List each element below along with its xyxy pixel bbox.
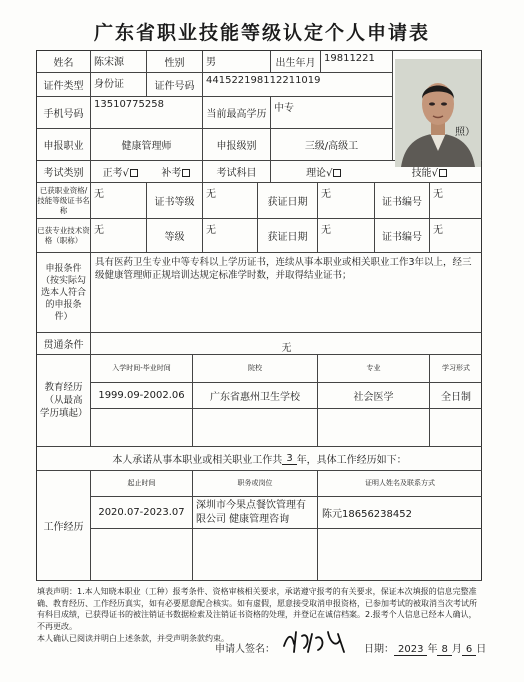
edu-time: 1999.09-2002.06 xyxy=(91,383,193,409)
label-exam-category: 考试类别 xyxy=(37,161,91,183)
sign-year: 2023 xyxy=(394,644,427,656)
edu-col-mode: 学习形式 xyxy=(430,355,482,383)
edu-row-empty xyxy=(430,409,482,447)
exam-category-options xyxy=(91,161,203,183)
applicant-photo xyxy=(395,59,481,167)
checkbox-skill-icon[interactable] xyxy=(439,169,447,177)
value-level: 三级/高级工 xyxy=(271,129,393,161)
checkbox-theory-icon[interactable] xyxy=(333,169,341,177)
work-col-witness: 证明人姓名及联系方式 xyxy=(318,471,482,497)
label-award-date2: 获证日期 xyxy=(258,219,318,253)
value-name: 陈宋源 xyxy=(91,51,147,73)
value-level2: 无 xyxy=(203,219,258,253)
exam-subject-options xyxy=(271,161,482,183)
label-education-history: 教育经历（从最高学历填起） xyxy=(37,355,91,447)
label-through-conditions: 贯通条件 xyxy=(37,333,91,355)
edu-row-empty xyxy=(91,409,193,447)
value-gender: 男 xyxy=(203,51,271,73)
declaration-text xyxy=(37,586,479,645)
label-cert-level: 证书等级 xyxy=(147,183,203,219)
value-id-number: 441522198112211019 xyxy=(203,73,393,97)
value-award-date: 无 xyxy=(318,183,375,219)
label-held-title: 已获专业技术资格（职称） xyxy=(37,219,91,253)
edu-col-school: 院校 xyxy=(193,355,318,383)
label-gender: 性别 xyxy=(147,51,203,73)
option-skill[interactable]: 技能√ xyxy=(412,164,447,179)
work-row-empty xyxy=(318,529,482,581)
value-held-cert: 无 xyxy=(91,183,147,219)
label-name: 姓名 xyxy=(37,51,91,73)
edu-school: 广东省惠州卫生学校 xyxy=(193,383,318,409)
signature-label: 申请人签名： xyxy=(215,644,275,655)
option-theory[interactable]: 理论√ xyxy=(306,164,341,179)
value-through-conditions: 无 xyxy=(91,333,482,355)
work-unit: 深圳市今果点餐饮管理有限公司 健康管理咨询 xyxy=(193,497,318,529)
value-cert-no2: 无 xyxy=(430,219,482,253)
label-cert-no: 证书编号 xyxy=(375,183,430,219)
label-id-number: 证件号码 xyxy=(147,73,203,97)
edu-mode: 全日制 xyxy=(430,383,482,409)
work-col-time: 起止时间 xyxy=(91,471,193,497)
label-work-history: 工作经历 xyxy=(37,471,91,581)
label-award-date: 获证日期 xyxy=(258,183,318,219)
work-witness: 陈元18656238452 xyxy=(318,497,482,529)
label-held-cert: 已获职业资格/技能等级证书名称 xyxy=(37,183,91,219)
label-id-type: 证件类型 xyxy=(37,73,91,97)
checkbox-make-up-icon[interactable] xyxy=(182,169,190,177)
label-phone: 手机号码 xyxy=(37,97,91,129)
work-row-empty xyxy=(193,529,318,581)
label-birth: 出生年月 xyxy=(271,51,321,73)
value-id-type: 身份证 xyxy=(91,73,147,97)
value-held-title: 无 xyxy=(91,219,147,253)
label-level2: 等级 xyxy=(147,219,203,253)
sign-month: 8 xyxy=(437,644,451,656)
photo-caption: 照） xyxy=(455,127,475,138)
label-exam-subject: 考试科目 xyxy=(203,161,271,183)
label-level: 申报级别 xyxy=(203,129,271,161)
declaration-clauses: 填表声明：1.本人知晓本职业（工种）报考条件、资格审核相关要求，承诺遵守报考的有关要求，保证本次填报的信息完整准确、教育经历、工作经历真实，如有必要愿意配合核实。如有虚假，愿意接受取消申报资格，已参加考试的被取消当次考试所有科目成绩，已获得证书的被注销证书数据检索及注销证书资格的处理，并登记在诚信档案。2.报考个人信息已经本人确认，不再更改。 xyxy=(37,587,477,631)
checkbox-normal-icon[interactable] xyxy=(130,169,138,177)
edu-col-major: 专业 xyxy=(318,355,430,383)
option-normal-exam[interactable]: 正考√ xyxy=(103,164,138,179)
edu-row-empty xyxy=(193,409,318,447)
declaration-confirm: 本人确认已阅读并明白上述条款，并受声明条款约束。 xyxy=(37,634,229,643)
work-row-empty xyxy=(91,529,193,581)
work-years: 3 xyxy=(282,453,296,465)
work-col-unit: 职务或岗位 xyxy=(193,471,318,497)
edu-col-time: 入学时间-毕业时间 xyxy=(91,355,193,383)
value-cert-no: 无 xyxy=(430,183,482,219)
edu-major: 社会医学 xyxy=(318,383,430,409)
label-conditions: 申报条件（按实际勾选本人符合的申报条件） xyxy=(37,253,91,333)
label-cert-no2: 证书编号 xyxy=(375,219,430,253)
value-education: 中专 xyxy=(271,97,393,129)
value-birth: 19811221 xyxy=(321,51,393,73)
handwritten-signature xyxy=(278,626,358,656)
date-label: 日期： 2023 年 8 月 6 日 xyxy=(364,644,487,655)
label-occupation: 申报职业 xyxy=(37,129,91,161)
value-occupation: 健康管理师 xyxy=(91,129,203,161)
value-award-date2: 无 xyxy=(318,219,375,253)
value-phone: 13510775258 xyxy=(91,97,203,129)
work-time: 2020.07-2023.07 xyxy=(91,497,193,529)
label-education: 当前最高学历 xyxy=(203,97,271,129)
option-make-up-exam[interactable]: 补考 xyxy=(161,164,190,179)
work-commitment: 本人承诺从事本职业或相关职业工作共 3 年，具体工作经历如下： xyxy=(37,447,482,471)
sign-day: 6 xyxy=(462,644,476,656)
value-conditions: 具有医药卫生专业中等专科以上学历证书，连续从事本职业或相关职业工作3年以上，经三级健康管理师正规培训达规定标准学时数，并取得结业证书； xyxy=(91,253,482,333)
edu-row-empty xyxy=(318,409,430,447)
value-cert-level: 无 xyxy=(203,183,258,219)
form-title: 广东省职业技能等级认定个人申请表 xyxy=(93,22,430,44)
